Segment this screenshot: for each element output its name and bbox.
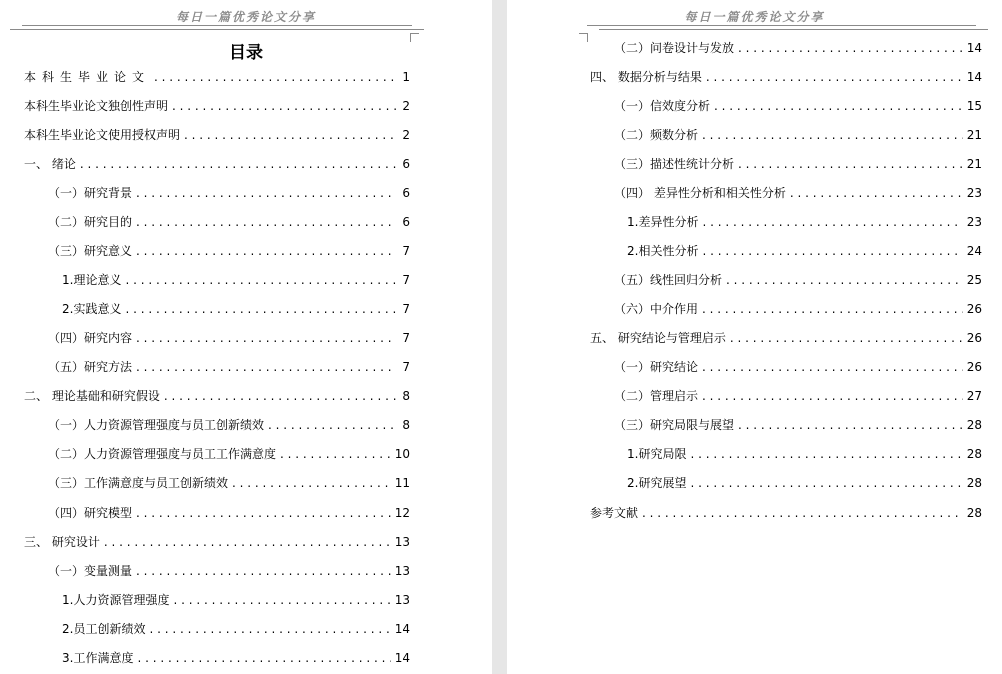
toc-entry-label: 1.人力资源管理强度 xyxy=(62,593,170,607)
toc-entry[interactable] xyxy=(24,388,410,404)
toc-entry-page: 13 xyxy=(394,593,410,607)
header-rule xyxy=(22,25,412,26)
toc-entry-page: 13 xyxy=(394,564,410,578)
toc-entry-page: 6 xyxy=(402,186,410,200)
toc-entry-label: 2.相关性分析 xyxy=(627,244,699,258)
toc-leader-dots xyxy=(136,563,391,579)
toc-entry-page: 21 xyxy=(966,128,982,142)
toc-leader-dots xyxy=(702,243,962,259)
toc-entry-page: 28 xyxy=(966,447,982,461)
toc-entry-label: 五、 研究结论与管理启示 xyxy=(590,331,726,345)
toc-entry[interactable] xyxy=(48,475,410,491)
toc-entry[interactable] xyxy=(24,69,410,85)
toc-entry-label: （二）问卷设计与发放 xyxy=(614,41,735,55)
toc-leader-dots xyxy=(172,98,396,114)
toc-entry-page: 15 xyxy=(966,99,982,113)
toc-leader-dots xyxy=(702,359,963,375)
toc-entry[interactable] xyxy=(627,243,982,259)
toc-entry-page: 14 xyxy=(394,622,410,636)
toc-entry[interactable] xyxy=(48,446,410,462)
toc-entry[interactable] xyxy=(614,301,982,317)
toc-entry-page: 21 xyxy=(966,157,982,171)
toc-leader-dots xyxy=(706,69,963,85)
toc-entry-page: 26 xyxy=(966,302,982,316)
toc-entry-label: （一）变量测量 xyxy=(48,564,133,578)
toc-entry[interactable] xyxy=(48,417,410,433)
toc-entry-page: 2 xyxy=(402,128,410,142)
toc-entry-page: 6 xyxy=(402,157,410,171)
toc-entry[interactable] xyxy=(614,156,982,172)
toc-entry[interactable] xyxy=(614,40,982,56)
toc-leader-dots xyxy=(730,330,963,346)
header-text: 每日一篇优秀论文分享 xyxy=(684,10,825,24)
toc-entry[interactable] xyxy=(614,359,982,375)
toc-entry-label: （四） 差异性分析和相关性分析 xyxy=(614,186,786,200)
toc-entry-page: 7 xyxy=(402,360,410,374)
toc-leader-dots xyxy=(173,592,390,608)
toc-entry-label: （二）管理启示 xyxy=(614,389,699,403)
toc-entry[interactable] xyxy=(48,243,410,259)
toc-entry-label: （四）研究内容 xyxy=(48,331,133,345)
document-page-right xyxy=(507,0,1002,674)
toc-leader-dots xyxy=(690,475,962,491)
toc-entry[interactable] xyxy=(24,127,410,143)
toc-entry-page: 7 xyxy=(402,331,410,345)
toc-entry-label: 2.研究展望 xyxy=(627,476,687,490)
toc-entry-page: 13 xyxy=(394,535,410,549)
toc-leader-dots xyxy=(702,388,963,404)
toc-leader-dots xyxy=(125,272,396,288)
toc-leader-dots xyxy=(702,301,963,317)
toc-entry-label: （六）中介作用 xyxy=(614,302,699,316)
toc-entry-page: 8 xyxy=(402,389,410,403)
toc-entry-label: （一）信效度分析 xyxy=(614,99,711,113)
toc-leader-dots xyxy=(714,98,963,114)
toc-entry-label: 1.差异性分析 xyxy=(627,215,699,229)
toc-entry-label: （二）研究目的 xyxy=(48,215,133,229)
toc-entry-label: 1.研究局限 xyxy=(627,447,687,461)
toc-entry-page: 26 xyxy=(966,360,982,374)
toc-entry-page: 14 xyxy=(966,41,982,55)
toc-leader-dots xyxy=(280,446,391,462)
toc-entry-page: 14 xyxy=(394,651,410,665)
toc-leader-dots xyxy=(137,650,390,666)
toc-entry[interactable] xyxy=(48,214,410,230)
toc-entry[interactable] xyxy=(48,359,410,375)
toc-entry-page: 10 xyxy=(394,447,410,461)
toc-entry-page: 8 xyxy=(402,418,410,432)
toc-entry[interactable] xyxy=(48,185,410,201)
toc-entry[interactable] xyxy=(62,621,410,637)
toc-entry-label: 三、 研究设计 xyxy=(24,535,100,549)
toc-entry-label: （五）研究方法 xyxy=(48,360,133,374)
toc-entry[interactable] xyxy=(614,185,982,201)
toc-leader-dots xyxy=(104,534,391,550)
toc-entry-page: 25 xyxy=(966,273,982,287)
toc-entry-page: 27 xyxy=(966,389,982,403)
toc-entry-label: （一）研究背景 xyxy=(48,186,133,200)
toc-leader-dots xyxy=(154,69,396,85)
toc-entry-label: （三）描述性统计分析 xyxy=(614,157,735,171)
toc-leader-dots xyxy=(136,359,396,375)
toc-entry[interactable] xyxy=(627,446,982,462)
toc-entry-page: 6 xyxy=(402,215,410,229)
toc-entry[interactable] xyxy=(62,650,410,666)
toc-entry[interactable] xyxy=(24,534,410,550)
toc-leader-dots xyxy=(164,388,396,404)
toc-leader-dots xyxy=(125,301,396,317)
toc-entry[interactable] xyxy=(24,156,410,172)
toc-entry-label: （三）研究意义 xyxy=(48,244,133,258)
toc-entry-label: 一、 绪论 xyxy=(24,157,76,171)
toc-entry-label: 本科生毕业论文使用授权声明 xyxy=(24,128,181,142)
toc-entry[interactable] xyxy=(62,592,410,608)
toc-entry-page: 24 xyxy=(966,244,982,258)
toc-entry[interactable] xyxy=(62,272,410,288)
toc-entry-label: 四、 数据分析与结果 xyxy=(590,70,702,84)
toc-entry[interactable] xyxy=(590,505,982,521)
toc-entry-label: 二、 理论基础和研究假设 xyxy=(24,389,160,403)
toc-leader-dots xyxy=(136,505,391,521)
toc-entry[interactable] xyxy=(48,563,410,579)
toc-entry-page: 1 xyxy=(402,70,410,84)
toc-entry[interactable] xyxy=(627,475,982,491)
document-page-left xyxy=(0,0,492,674)
toc-entry-label: 3.工作满意度 xyxy=(62,651,134,665)
header-rule xyxy=(587,25,976,26)
header-text: 每日一篇优秀论文分享 xyxy=(175,10,316,24)
page-header xyxy=(507,8,1002,32)
toc-leader-dots xyxy=(690,446,962,462)
toc-entry-label: 2.实践意义 xyxy=(62,302,122,316)
toc-entry-label: 2.员工创新绩效 xyxy=(62,622,146,636)
toc-leader-dots xyxy=(726,272,963,288)
toc-entry-page: 23 xyxy=(966,215,982,229)
toc-entry-page: 14 xyxy=(966,70,982,84)
toc-leader-dots xyxy=(738,417,963,433)
toc-entry[interactable] xyxy=(614,98,982,114)
toc-entry[interactable] xyxy=(24,98,410,114)
toc-leader-dots xyxy=(136,243,396,259)
toc-leader-dots xyxy=(738,156,963,172)
toc-entry-label: （三）研究局限与展望 xyxy=(614,418,735,432)
toc-entry[interactable] xyxy=(627,214,982,230)
toc-entry-page: 7 xyxy=(402,244,410,258)
toc-leader-dots xyxy=(184,127,396,143)
toc-leader-dots xyxy=(702,127,963,143)
toc-leader-dots xyxy=(790,185,963,201)
toc-entry-page: 23 xyxy=(966,186,982,200)
toc-entry[interactable] xyxy=(590,330,982,346)
toc-entry-label: 本科生毕业论文 xyxy=(24,70,151,84)
toc-leader-dots xyxy=(136,185,396,201)
toc-entry-page: 2 xyxy=(402,99,410,113)
header-rule xyxy=(599,29,988,30)
toc-leader-dots xyxy=(149,621,390,637)
toc-leader-dots xyxy=(738,40,963,56)
toc-entry[interactable] xyxy=(614,388,982,404)
toc-entry-label: （四）研究模型 xyxy=(48,506,133,520)
toc-entry[interactable] xyxy=(62,301,410,317)
toc-entry[interactable] xyxy=(614,417,982,433)
toc-entry-label: （一）研究结论 xyxy=(614,360,699,374)
toc-entry-page: 12 xyxy=(394,506,410,520)
toc-entry-label: 本科生毕业论文独创性声明 xyxy=(24,99,169,113)
toc-entry-label: （二）人力资源管理强度与员工工作满意度 xyxy=(48,447,277,461)
toc-entry-label: （五）线性回归分析 xyxy=(614,273,723,287)
toc-entry-label: （一）人力资源管理强度与员工创新绩效 xyxy=(48,418,265,432)
toc-leader-dots xyxy=(136,330,396,346)
toc-leader-dots xyxy=(232,475,391,491)
page-header xyxy=(0,8,492,32)
toc-entry-label: 参考文献 xyxy=(590,506,639,520)
toc-title: 目录 xyxy=(229,43,263,63)
toc-entry[interactable] xyxy=(48,505,410,521)
toc-entry-label: （三）工作满意度与员工创新绩效 xyxy=(48,476,229,490)
toc-entry[interactable] xyxy=(48,330,410,346)
toc-entry-label: （二）频数分析 xyxy=(614,128,699,142)
toc-entry-label: 1.理论意义 xyxy=(62,273,122,287)
toc-entry-page: 28 xyxy=(966,476,982,490)
toc-entry-page: 7 xyxy=(402,302,410,316)
toc-entry-page: 28 xyxy=(966,506,982,520)
toc-leader-dots xyxy=(702,214,962,230)
margin-corner-mark xyxy=(579,33,588,42)
toc-leader-dots xyxy=(136,214,396,230)
toc-entry-page: 11 xyxy=(394,476,410,490)
toc-entry-page: 28 xyxy=(966,418,982,432)
toc-leader-dots xyxy=(642,505,963,521)
toc-entry[interactable] xyxy=(590,69,982,85)
toc-entry-page: 7 xyxy=(402,273,410,287)
toc-leader-dots xyxy=(268,417,396,433)
toc-entry-page: 26 xyxy=(966,331,982,345)
toc-entry[interactable] xyxy=(614,272,982,288)
header-rule xyxy=(10,29,424,30)
toc-entry[interactable] xyxy=(614,127,982,143)
toc-leader-dots xyxy=(80,156,396,172)
